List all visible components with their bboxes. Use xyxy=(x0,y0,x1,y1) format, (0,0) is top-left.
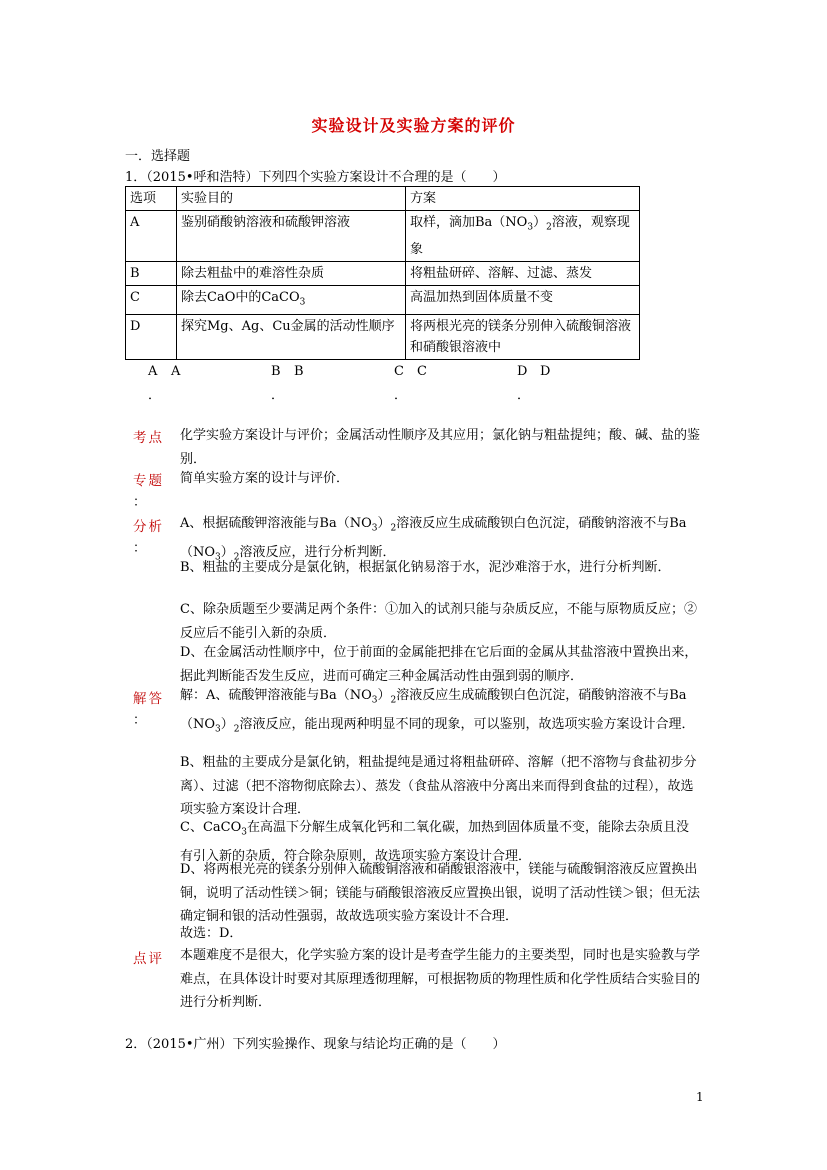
kaodian-text: 化学实验方案设计与评价；金属活动性顺序及其应用；氯化钠与粗盐提纯；酸、碱、盐的鉴别． xyxy=(180,428,701,467)
table-cell: 将两根光亮的镁条分别伸入硫酸铜溶液和硝酸银溶液中 xyxy=(406,315,640,360)
fenxi-d: D、在金属活动性顺序中，位于前面的金属能把排在它后面的金属从其盐溶液中置换出来，据此判断能否发生反应，进而可确定三种金属活动性由强到弱的顺序． xyxy=(180,645,698,684)
table-cell: 取样，滴加$Ba(NO_3)_2$溶液，观察现象 xyxy=(406,211,640,262)
jieda-colon: ： xyxy=(133,713,147,728)
table-row xyxy=(126,211,640,262)
table-header-cell: 方案 xyxy=(406,187,640,211)
table-row xyxy=(126,261,640,285)
zhuanti-label: 专题 xyxy=(133,473,164,489)
option-a-letter: A xyxy=(148,364,158,379)
jieda-d: D、将两根光亮的镁条分别伸入硫酸铜溶液和硝酸银溶液中，镁能与硫酸铜溶液反应置换出铜，说明了活动性镁＞铜；镁能与硝酸银溶液反应置换出银，说明了活动性镁＞银；但无法确定铜和银的活动性强弱，故故选项实验方案设计不合理． xyxy=(180,862,701,925)
table-cell: D xyxy=(126,315,177,360)
jieda-answer: 故选：D． xyxy=(180,926,243,941)
fenxi-a: A、根据硫酸钾溶液能与$Ba(NO_3)_2$溶液反应生成硫酸钡白色沉淀，硝酸钠溶液不与$Ba(NO_3)_2$溶液反应，进行分析判断． xyxy=(180,516,687,563)
option-c-dot: ． xyxy=(394,388,408,403)
option-d-text: D xyxy=(540,364,551,379)
table-cell: 探究Mg、Ag、Cu金属的活动性顺序 xyxy=(177,315,406,360)
option-a-text: A xyxy=(171,364,181,379)
table-cell: 除去粗盐中的难溶性杂质 xyxy=(177,261,406,285)
option-c-letter: C xyxy=(394,364,404,379)
table-header-row xyxy=(126,187,640,211)
page-title: 实验设计及实验方案的评价 xyxy=(311,116,516,135)
table-header-cell: 选项 xyxy=(126,187,177,211)
fenxi-c: C、除杂质题至少要满足两个条件：①加入的试剂只能与杂质反应，不能与原物质反应；②反应后不能引入新的杂质． xyxy=(180,602,697,641)
kaodian-label: 考点 xyxy=(133,430,164,446)
jieda-c: C、CaCO$_3$在高温下分解生成氧化钙和二氧化碳，加热到固体质量不变，能除去杂质且没有引入新的杂质，符合除杂原则，故选项实验方案设计合理． xyxy=(180,820,689,865)
zhuanti-text: 简单实验方案的设计与评价． xyxy=(180,471,350,486)
table-cell: 除去CaO中的CaCO$_3$ xyxy=(177,285,406,315)
table-header-cell: 实验目的 xyxy=(177,187,406,211)
table-cell: C xyxy=(126,285,177,315)
option-b-dot: ． xyxy=(271,388,285,403)
jieda-b: B、粗盐的主要成分是氯化钠，粗盐提纯是通过将粗盐研碎、溶解（把不溶物与食盐初步分离）、过滤（把不溶物彻底除去）、蒸发（食盐从溶液中分离出来而得到食盐的过程），故选项实验方案设计合理． xyxy=(180,755,697,818)
table-cell: 高温加热到固体质量不变 xyxy=(406,285,640,315)
jieda-label: 解答 xyxy=(133,691,164,707)
dianping-label: 点评 xyxy=(133,951,164,967)
option-c-text: C xyxy=(417,364,427,379)
question-1-stem: 1．（2015•呼和浩特）下列四个实验方案设计不合理的是（ ） xyxy=(125,170,506,185)
dianping-text: 本题难度不是很大，化学实验方案的设计是考查学生能力的主要类型，同时也是实验教与学难点，在具体设计时要对其原理透彻理解，可根据物质的物理性质和化学性质结合实验目的进行分析判断． xyxy=(180,948,701,1011)
jieda-a: 解：A、硫酸钾溶液能与$Ba(NO_3)_2$溶液反应生成硫酸钡白色沉淀，硝酸钠溶液不与$Ba(NO_3)_2$溶液反应，能出现两种明显不同的现象，可以鉴别，故选项实验方案设计合理． xyxy=(180,688,695,735)
option-d-dot: ． xyxy=(517,388,531,403)
table-row xyxy=(126,315,640,360)
fenxi-colon: ： xyxy=(133,541,147,556)
table-cell: A xyxy=(126,211,177,262)
option-b-letter: B xyxy=(271,364,281,379)
table-cell: B xyxy=(126,261,177,285)
page-number: 1 xyxy=(696,1090,704,1104)
section-heading: 一．选择题 xyxy=(125,149,191,164)
table-cell: 鉴别硝酸钠溶液和硫酸钾溶液 xyxy=(177,211,406,262)
question-2-stem: 2．（2015•广州）下列实验操作、现象与结论均正确的是（ ） xyxy=(125,1037,506,1052)
fenxi-label: 分析 xyxy=(133,519,164,535)
zhuanti-colon: ： xyxy=(133,495,147,510)
option-a-dot: ． xyxy=(148,388,162,403)
option-b-text: B xyxy=(294,364,304,379)
option-d-letter: D xyxy=(517,364,528,379)
fenxi-b: B、粗盐的主要成分是氯化钠，根据氯化钠易溶于水，泥沙难溶于水，进行分析判断． xyxy=(180,560,671,575)
table-row xyxy=(126,285,640,315)
plan-table xyxy=(125,186,640,360)
table-cell: 将粗盐研碎、溶解、过滤、蒸发 xyxy=(406,261,640,285)
